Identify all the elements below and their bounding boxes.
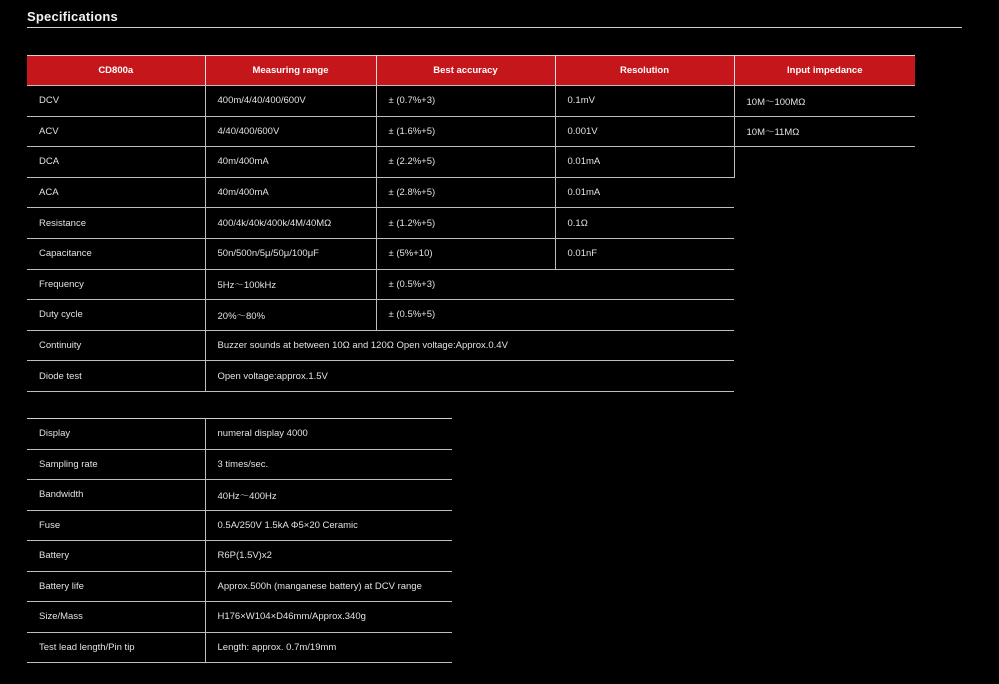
table-row	[27, 86, 915, 117]
header-measuring-range: Measuring range	[205, 56, 376, 86]
spec-header-row	[27, 56, 915, 86]
header-best-accuracy: Best accuracy	[376, 56, 555, 86]
table-row	[27, 632, 452, 663]
spec-value: R6P(1.5V)x2	[205, 541, 452, 572]
spec-value: 0.5A/250V 1.5kA Φ5×20 Ceramic	[205, 510, 452, 541]
impedance-cell: 10M〜100MΩ	[734, 86, 915, 117]
row-label: Frequency	[27, 269, 205, 300]
spec-label: Battery	[27, 541, 205, 572]
row-label: ACV	[27, 116, 205, 147]
accuracy-cell: ± (5%+10)	[376, 238, 555, 269]
table-row	[27, 449, 452, 480]
measuring-range-cell: 20%〜80%	[205, 300, 376, 331]
accuracy-cell: ± (1.2%+5)	[376, 208, 555, 239]
row-label: Duty cycle	[27, 300, 205, 331]
row-label: Continuity	[27, 330, 205, 361]
spec-value: 40Hz〜400Hz	[205, 480, 452, 511]
spec-value: Approx.500h (manganese battery) at DCV range	[205, 571, 452, 602]
row-label: DCA	[27, 147, 205, 178]
accuracy-cell: ± (1.6%+5)	[376, 116, 555, 147]
specifications-table	[27, 55, 915, 392]
accuracy-cell: ± (0.7%+3)	[376, 86, 555, 117]
accuracy-cell: ± (2.2%+5)	[376, 147, 555, 178]
spec-label: Sampling rate	[27, 449, 205, 480]
table-row	[27, 480, 452, 511]
header-model: CD800a	[27, 56, 205, 86]
measuring-range-cell: Open voltage:approx.1.5V	[205, 361, 734, 392]
measuring-range-cell: 400/4k/40k/400k/4M/40MΩ	[205, 208, 376, 239]
resolution-cell: 0.001V	[555, 116, 734, 147]
measuring-range-cell: Buzzer sounds at between 10Ω and 120Ω Open voltage:Approx.0.4V	[205, 330, 734, 361]
resolution-cell: 0.01mA	[555, 177, 734, 208]
table-row	[27, 419, 452, 450]
table-row	[27, 510, 452, 541]
accuracy-cell: ± (2.8%+5)	[376, 177, 555, 208]
resolution-cell: 0.01nF	[555, 238, 734, 269]
spec-value: 3 times/sec.	[205, 449, 452, 480]
spec-value: H176×W104×D46mm/Approx.340g	[205, 602, 452, 633]
general-specifications-table	[27, 418, 452, 663]
accuracy-cell: ± (0.5%+3)	[376, 269, 734, 300]
spec-label: Bandwidth	[27, 480, 205, 511]
row-label: ACA	[27, 177, 205, 208]
table-row	[27, 541, 452, 572]
measuring-range-cell: 4/40/400/600V	[205, 116, 376, 147]
table-row	[27, 602, 452, 633]
empty-impedance-cell	[734, 147, 915, 392]
measuring-range-cell: 5Hz〜100kHz	[205, 269, 376, 300]
row-label: DCV	[27, 86, 205, 117]
table-row	[27, 147, 915, 178]
impedance-cell: 10M〜11MΩ	[734, 116, 915, 147]
measuring-range-cell: 40m/400mA	[205, 147, 376, 178]
heading-divider	[27, 27, 962, 28]
row-label: Diode test	[27, 361, 205, 392]
measuring-range-cell: 40m/400mA	[205, 177, 376, 208]
section-heading: Specifications	[27, 9, 118, 24]
spec-label: Test lead length/Pin tip	[27, 632, 205, 663]
resolution-cell: 0.1mV	[555, 86, 734, 117]
table-row	[27, 116, 915, 147]
spec-value: numeral display 4000	[205, 419, 452, 450]
spec-label: Size/Mass	[27, 602, 205, 633]
header-resolution: Resolution	[555, 56, 734, 86]
spec-label: Battery life	[27, 571, 205, 602]
accuracy-cell: ± (0.5%+5)	[376, 300, 734, 331]
measuring-range-cell: 50n/500n/5μ/50μ/100μF	[205, 238, 376, 269]
row-label: Resistance	[27, 208, 205, 239]
measuring-range-cell: 400m/4/40/400/600V	[205, 86, 376, 117]
resolution-cell: 0.01mA	[555, 147, 734, 178]
table-row	[27, 571, 452, 602]
spec-value: Length: approx. 0.7m/19mm	[205, 632, 452, 663]
spec-label: Fuse	[27, 510, 205, 541]
row-label: Capacitance	[27, 238, 205, 269]
header-input-impedance: Input impedance	[734, 56, 915, 86]
resolution-cell: 0.1Ω	[555, 208, 734, 239]
spec-label: Display	[27, 419, 205, 450]
